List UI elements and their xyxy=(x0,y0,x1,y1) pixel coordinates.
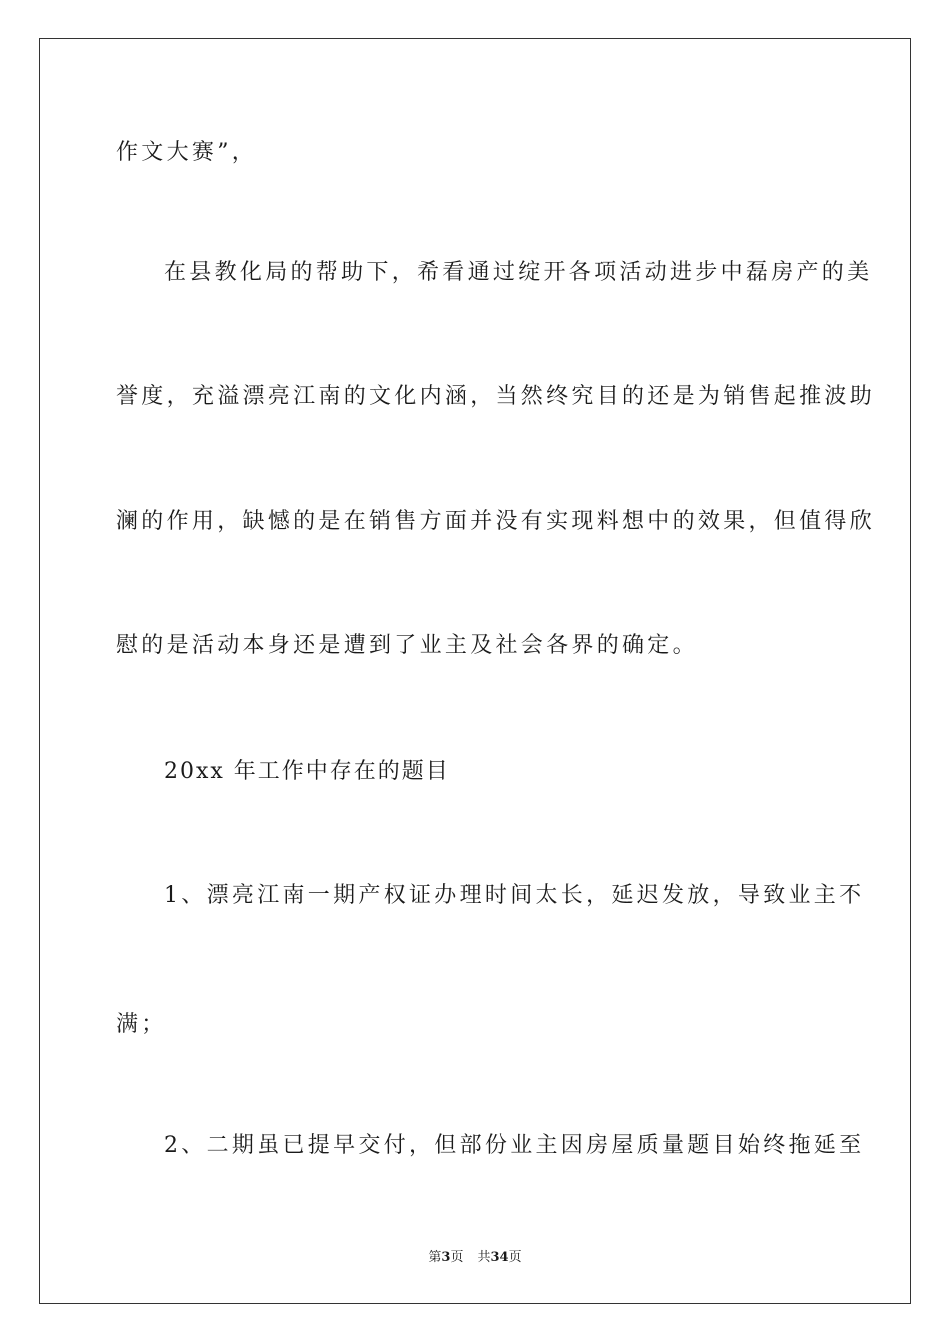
text-line-2: 在县教化局的帮助下，希看通过绽开各项活动进步中磊房产的美 xyxy=(164,260,873,285)
text-line-1: 作文大赛”， xyxy=(116,140,258,165)
text-line-7: 1、漂亮江南一期产权证办理时间太长，延迟发放，导致业主不 xyxy=(164,883,865,908)
page-suffix: 页 xyxy=(450,1250,464,1265)
text-line-4: 澜的作用，缺憾的是在销售方面并没有实现料想中的效果，但值得欣 xyxy=(116,509,876,534)
text-line-8: 满； xyxy=(116,1012,167,1037)
text-line-9: 2、二期虽已提早交付，但部份业主因房屋质量题目始终拖延至 xyxy=(164,1133,865,1158)
page-prefix: 第 xyxy=(428,1250,442,1265)
text-line-3: 誉度，充溢漂亮江南的文化内涵，当然终究目的还是为销售起推波助 xyxy=(116,384,876,409)
total-prefix: 共 xyxy=(477,1250,491,1265)
page-border xyxy=(39,38,911,1304)
page-number: 3 xyxy=(441,1250,451,1265)
text-line-5: 慰的是活动本身还是遭到了业主及社会各界的确定。 xyxy=(116,633,698,658)
total-suffix: 页 xyxy=(508,1250,522,1265)
section-heading: 20xx 年工作中存在的题目 xyxy=(164,759,450,784)
page-footer xyxy=(0,1246,950,1265)
total-pages: 34 xyxy=(490,1250,509,1265)
